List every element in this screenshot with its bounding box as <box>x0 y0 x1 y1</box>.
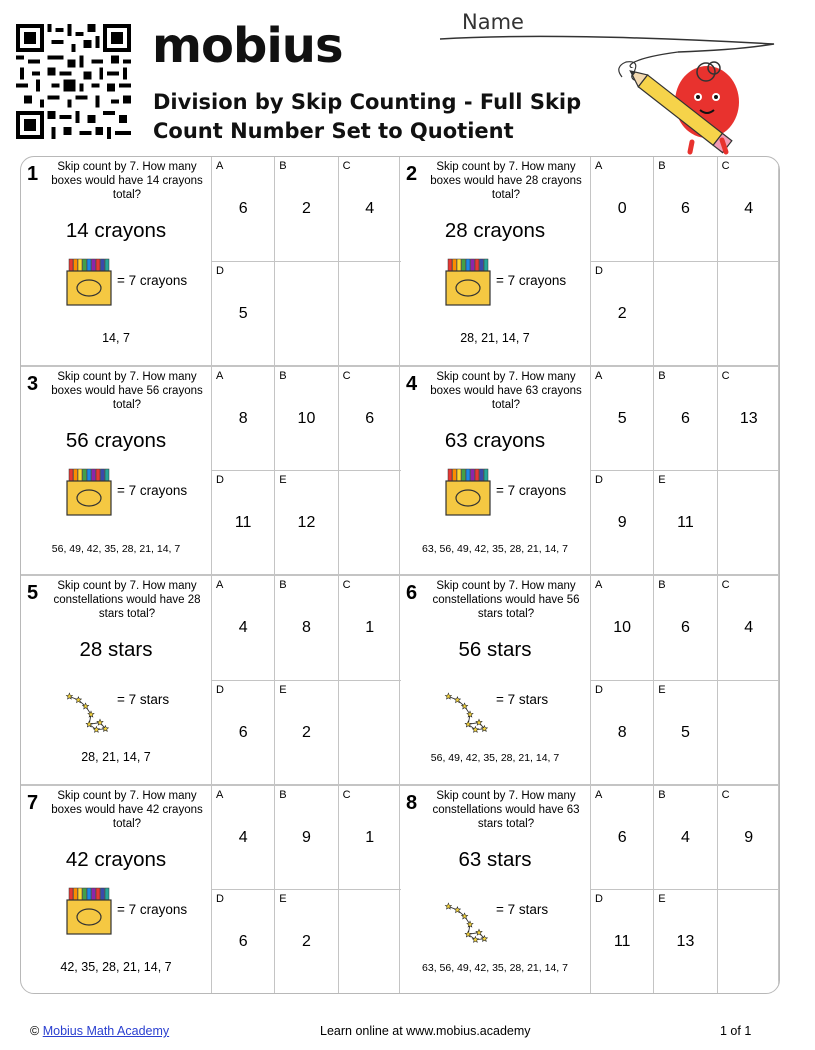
problem-8 <box>399 785 779 995</box>
answer-choice-b[interactable] <box>653 576 716 681</box>
total-label: 63 stars <box>458 847 532 871</box>
choice-value: 4 <box>238 619 248 636</box>
answer-choice-b[interactable] <box>653 157 716 262</box>
constellation-icon <box>440 691 500 736</box>
choice-value: 1 <box>365 828 375 846</box>
constellation-icon <box>440 901 500 946</box>
answer-choice-e[interactable] <box>274 471 337 576</box>
skip-count-sequence: 28, 21, 14, 7 <box>81 750 151 764</box>
choice-value: 4 <box>680 828 690 846</box>
answer-choice-a[interactable] <box>211 367 274 472</box>
question-text: Skip count by 7. How many boxes would have 42 crayons total? <box>51 789 203 830</box>
answer-choice-e[interactable] <box>274 890 337 994</box>
academy-link[interactable]: Mobius Math Academy <box>42 1024 170 1038</box>
question-area <box>21 576 211 784</box>
choice-value: 6 <box>617 828 627 846</box>
question-text: Skip count by 7. How many constellations would have 56 stars total? <box>432 580 580 620</box>
answer-choices <box>211 576 401 784</box>
choice-value: 6 <box>238 933 248 951</box>
answer-choice-empty <box>717 890 780 994</box>
choice-letter: B <box>658 579 666 591</box>
answer-choice-b[interactable] <box>274 786 337 891</box>
problem-7 <box>20 785 400 995</box>
problem-number: 8 <box>406 791 418 814</box>
answer-choice-empty <box>338 890 401 994</box>
choice-letter: B <box>658 788 666 801</box>
choice-value: 9 <box>744 828 754 846</box>
answer-choice-a[interactable] <box>211 576 274 681</box>
answer-choices <box>590 786 780 994</box>
choice-value: 10 <box>613 619 632 636</box>
total-label: 56 stars <box>458 638 532 661</box>
choice-value: 6 <box>365 409 375 427</box>
choice-letter: B <box>279 579 287 591</box>
unit-label: = 7 crayons <box>496 482 567 498</box>
answer-choice-b[interactable] <box>274 367 337 472</box>
name-label: Name <box>462 10 524 34</box>
choice-value: 4 <box>744 200 754 217</box>
question-text: Skip count by 7. How many boxes would have 28 crayons total? <box>430 161 582 201</box>
copyright <box>30 1024 169 1038</box>
problem-3 <box>20 366 400 576</box>
answer-choice-e[interactable] <box>653 890 716 994</box>
choice-value: 6 <box>238 200 248 217</box>
question-area <box>400 576 590 784</box>
choice-value: 2 <box>301 723 311 741</box>
choice-value: 11 <box>234 514 252 532</box>
skip-count-sequence: 14, 7 <box>102 331 130 345</box>
choice-letter: C <box>721 369 730 382</box>
total-label: 14 crayons <box>65 219 167 242</box>
skip-count-sequence: 42, 35, 28, 21, 14, 7 <box>60 959 172 974</box>
answer-choice-a[interactable] <box>590 367 653 472</box>
copyright-symbol: © <box>30 1024 40 1038</box>
choice-letter: C <box>721 788 730 801</box>
answer-choice-empty <box>717 681 780 786</box>
skip-count-sequence: 63, 56, 49, 42, 35, 28, 21, 14, 7 <box>422 542 568 555</box>
answer-choice-b[interactable] <box>653 786 716 891</box>
choice-value: 1 <box>365 619 375 636</box>
choice-letter: A <box>595 579 603 591</box>
answer-choice-c[interactable] <box>717 576 780 681</box>
total-label: 28 crayons <box>444 219 546 242</box>
choice-value: 2 <box>301 200 311 217</box>
answer-choice-d[interactable] <box>211 681 274 786</box>
skip-count-sequence: 63, 56, 49, 42, 35, 28, 21, 14, 7 <box>422 961 568 974</box>
choice-value: 4 <box>365 200 375 217</box>
choice-value: 13 <box>739 409 758 427</box>
question-text: Skip count by 7. How many constellations would have 63 stars total? <box>432 789 580 830</box>
choice-letter: D <box>595 893 603 906</box>
answer-choice-empty <box>338 262 401 367</box>
choice-letter: D <box>216 474 224 487</box>
total-label: 28 stars <box>79 638 153 661</box>
problem-number: 4 <box>406 372 418 395</box>
problem-number: 3 <box>27 372 39 395</box>
choice-value: 11 <box>677 514 694 532</box>
answer-choice-empty <box>338 471 401 576</box>
answer-choice-a[interactable] <box>590 157 653 262</box>
answer-choice-a[interactable] <box>590 786 653 891</box>
answer-choice-d[interactable] <box>211 890 274 994</box>
answer-choices <box>590 576 780 784</box>
answer-choice-b[interactable] <box>653 367 716 472</box>
problem-grid <box>20 156 780 994</box>
answer-choice-empty <box>717 262 780 367</box>
problem-6 <box>399 575 779 785</box>
answer-choice-a[interactable] <box>211 157 274 262</box>
choice-value: 0 <box>617 200 627 217</box>
answer-choice-b[interactable] <box>274 576 337 681</box>
crayon-box-icon <box>65 886 113 936</box>
skip-count-sequence: 56, 49, 42, 35, 28, 21, 14, 7 <box>430 752 560 764</box>
worksheet-title: Division by Skip Counting - Full Skip Count Number Set to Quotient <box>153 90 582 143</box>
choice-letter: C <box>342 788 351 801</box>
choice-letter: B <box>279 788 287 801</box>
crayon-box-icon <box>444 257 492 307</box>
answer-choice-c[interactable] <box>717 367 780 472</box>
answer-choice-d[interactable] <box>590 471 653 576</box>
choice-letter: E <box>658 683 666 696</box>
qr-code-icon <box>16 24 131 139</box>
answer-choice-c[interactable] <box>338 157 401 262</box>
question-text: Skip count by 7. How many constellations would have 28 stars total? <box>53 580 201 620</box>
question-area <box>400 367 590 575</box>
choice-letter: A <box>595 788 603 801</box>
choice-letter: E <box>279 683 287 696</box>
choice-letter: D <box>595 683 603 696</box>
mobius-logo: mobius <box>152 18 343 74</box>
unit-label: = 7 stars <box>496 901 549 917</box>
answer-choice-c[interactable] <box>717 157 780 262</box>
choice-value: 4 <box>744 619 754 636</box>
problem-2 <box>399 156 779 366</box>
problem-number: 7 <box>27 791 39 814</box>
answer-choice-d[interactable] <box>590 262 653 367</box>
problem-4 <box>399 366 779 576</box>
answer-choice-c[interactable] <box>338 786 401 891</box>
choice-value: 5 <box>680 723 690 741</box>
unit-label: = 7 crayons <box>496 273 567 288</box>
choice-letter: B <box>658 160 666 172</box>
choice-letter: E <box>279 474 287 487</box>
answer-choice-e[interactable] <box>653 471 716 576</box>
choice-value: 5 <box>238 304 248 322</box>
answer-choice-d[interactable] <box>211 262 274 367</box>
choice-letter: B <box>658 369 666 382</box>
choice-letter: A <box>216 160 224 172</box>
choice-value: 13 <box>676 933 695 951</box>
answer-choice-empty <box>653 262 716 367</box>
question-area <box>400 157 590 365</box>
choice-value: 4 <box>238 828 248 846</box>
skip-count-sequence: 28, 21, 14, 7 <box>460 331 530 345</box>
choice-value: 9 <box>617 514 627 532</box>
choice-letter: A <box>595 160 603 172</box>
problem-number: 5 <box>27 582 39 604</box>
choice-value: 8 <box>301 619 311 636</box>
skip-count-sequence: 56, 49, 42, 35, 28, 21, 14, 7 <box>51 542 181 555</box>
problem-number: 6 <box>406 582 418 604</box>
question-area <box>21 786 211 994</box>
unit-label: = 7 crayons <box>117 482 188 498</box>
choice-letter: C <box>342 369 351 382</box>
unit-label: = 7 crayons <box>117 901 188 917</box>
question-area <box>21 157 211 365</box>
answer-choice-e[interactable] <box>274 681 337 786</box>
choice-letter: D <box>216 264 224 277</box>
choice-letter: A <box>595 369 603 382</box>
choice-value: 8 <box>617 723 627 741</box>
choice-letter: A <box>216 579 224 591</box>
problem-number: 2 <box>406 163 418 185</box>
choice-letter: A <box>216 369 224 382</box>
choice-letter: C <box>342 160 351 172</box>
answer-choices <box>590 367 780 575</box>
choice-letter: B <box>279 369 287 382</box>
problem-1 <box>20 156 400 366</box>
choice-value: 2 <box>301 933 311 951</box>
answer-choices <box>211 786 401 994</box>
choice-letter: E <box>658 893 666 906</box>
choice-value: 12 <box>297 514 316 532</box>
answer-choice-e[interactable] <box>653 681 716 786</box>
choice-value: 6 <box>238 723 248 741</box>
question-text: Skip count by 7. How many boxes would have 63 crayons total? <box>430 370 582 411</box>
choice-value: 9 <box>301 828 311 846</box>
problem-5 <box>20 575 400 785</box>
choice-value: 8 <box>238 409 248 427</box>
worksheet-header <box>0 0 815 155</box>
problem-number: 1 <box>27 163 39 185</box>
crayon-box-icon <box>65 467 113 517</box>
unit-label: = 7 crayons <box>117 273 188 288</box>
answer-choice-empty <box>717 471 780 576</box>
choice-letter: C <box>721 160 730 172</box>
answer-choice-d[interactable] <box>590 681 653 786</box>
question-area <box>400 786 590 994</box>
choice-letter: A <box>216 788 224 801</box>
choice-letter: D <box>595 264 603 277</box>
learn-online-text: Learn online at www.mobius.academy <box>320 1024 531 1038</box>
question-text: Skip count by 7. How many boxes would have 14 crayons total? <box>51 161 203 201</box>
choice-letter: B <box>279 160 287 172</box>
answer-choice-b[interactable] <box>274 157 337 262</box>
answer-choices <box>211 157 401 365</box>
answer-choice-empty <box>274 262 337 367</box>
unit-label: = 7 stars <box>496 692 549 707</box>
question-text: Skip count by 7. How many boxes would have 56 crayons total? <box>51 370 203 411</box>
choice-letter: E <box>658 474 666 487</box>
answer-choice-c[interactable] <box>717 786 780 891</box>
answer-choices <box>590 157 780 365</box>
choice-letter: D <box>216 893 224 906</box>
total-label: 63 crayons <box>444 428 546 452</box>
answer-choice-a[interactable] <box>211 786 274 891</box>
choice-value: 2 <box>617 304 627 322</box>
choice-letter: C <box>721 579 730 591</box>
choice-value: 6 <box>680 409 690 427</box>
choice-value: 5 <box>617 409 627 427</box>
crayon-box-icon <box>65 257 113 307</box>
answer-choices <box>211 367 401 575</box>
total-label: 56 crayons <box>65 428 167 452</box>
choice-value: 6 <box>680 619 690 636</box>
choice-letter: D <box>595 474 603 487</box>
total-label: 42 crayons <box>65 847 167 871</box>
answer-choice-c[interactable] <box>338 367 401 472</box>
choice-value: 11 <box>613 933 631 951</box>
choice-letter: E <box>279 893 287 906</box>
choice-letter: C <box>342 579 351 591</box>
answer-choice-d[interactable] <box>590 890 653 994</box>
answer-choice-empty <box>338 681 401 786</box>
choice-value: 6 <box>680 200 690 217</box>
choice-value: 10 <box>297 409 316 427</box>
choice-letter: D <box>216 683 224 696</box>
page-count: 1 of 1 <box>720 1024 752 1038</box>
question-area <box>21 367 211 575</box>
answer-choice-a[interactable] <box>590 576 653 681</box>
answer-choice-c[interactable] <box>338 576 401 681</box>
constellation-icon <box>61 691 121 736</box>
mascot-pencil-icon <box>612 52 752 157</box>
crayon-box-icon <box>444 467 492 517</box>
answer-choice-d[interactable] <box>211 471 274 576</box>
unit-label: = 7 stars <box>117 692 170 707</box>
